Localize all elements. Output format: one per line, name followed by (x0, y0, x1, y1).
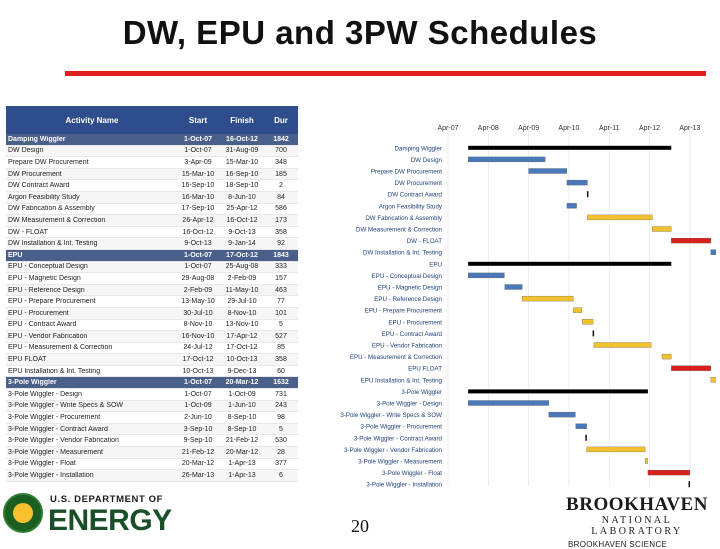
table-row (6, 377, 298, 389)
bnl-logo (556, 494, 718, 549)
cell-start: 13-May-10 (181, 298, 215, 306)
gantt-svg (300, 106, 716, 490)
table-row (6, 308, 298, 320)
cell-finish: 17-Oct-12 (226, 251, 258, 259)
cell-activity-name: DW - FLOAT (8, 228, 48, 236)
cell-finish: 9-Dec-13 (227, 367, 257, 375)
gantt-task-label: 3-Pole Wiggler - Vendor Fabrication (343, 446, 442, 454)
doe-line2: ENERGY (48, 504, 172, 537)
cell-activity-name: Damping Wiggler (8, 135, 66, 143)
cell-start: 3-Apr-09 (184, 158, 212, 166)
cell-start: 3-Sep-10 (183, 425, 213, 433)
cell-start: 1-Oct-07 (183, 379, 212, 387)
gantt-task-label: 3-Pole Wiggler - Float (382, 470, 442, 478)
cell-finish: 21-Feb-12 (225, 437, 259, 445)
cell-duration: 60 (277, 367, 285, 375)
cell-start: 1-Oct-07 (183, 135, 212, 143)
cell-activity-name: EPU - Procurement (8, 309, 69, 317)
cell-start: 1-Oct-07 (184, 147, 212, 155)
gantt-task-label: 3-Pole Wiggler - Contract Award (353, 435, 442, 443)
cell-duration: 5 (279, 321, 283, 329)
cell-finish: 8-Sep-10 (227, 425, 257, 433)
gantt-task-label: Argon Feasibility Study (378, 203, 442, 211)
cell-finish: 13-Nov-10 (225, 321, 259, 329)
cell-finish: 11-May-10 (225, 286, 259, 294)
axis-tick-label: Apr-10 (558, 125, 580, 132)
cell-duration: 463 (275, 286, 287, 294)
cell-duration: 85 (277, 344, 285, 352)
cell-finish: 15-Mar-10 (225, 158, 259, 166)
table-row (6, 447, 298, 459)
gantt-task-label: DW Contract Award (387, 191, 442, 199)
cell-duration: 333 (275, 263, 287, 271)
title-underline (65, 71, 706, 76)
bnl-subtitle: NATIONAL LABORATORY (591, 515, 683, 537)
gantt-bar (648, 470, 690, 475)
cell-finish: 20-Mar-12 (225, 448, 259, 456)
gantt-milestone (593, 330, 595, 336)
gantt-task-label: DW Measurement & Correction (356, 226, 442, 234)
table-row (6, 204, 298, 216)
gantt-bar (567, 180, 588, 185)
cell-start: 17-Oct-12 (182, 356, 214, 364)
table-row (6, 238, 298, 250)
gantt-bar (711, 250, 716, 255)
table-body (6, 134, 298, 482)
gantt-bar (468, 273, 504, 278)
cell-start: 1-Oct-07 (183, 251, 212, 259)
cell-duration: 358 (275, 228, 287, 236)
cell-finish: 18-Sep-10 (225, 182, 259, 190)
cell-start: 15-Mar-10 (181, 170, 215, 178)
cell-duration: 84 (277, 193, 285, 201)
cell-finish: 25-Aug-08 (225, 263, 259, 271)
table-row (6, 366, 298, 378)
cell-activity-name: 3-Pole Wiggler - Write Specs & SOW (8, 402, 124, 410)
cell-finish: 8-Sep-10 (227, 414, 257, 422)
table-row (6, 250, 298, 262)
cell-activity-name: DW Contract Award (8, 182, 70, 190)
cell-activity-name: EPU - Magnetic Design (8, 274, 81, 282)
cell-duration: 6 (279, 472, 283, 480)
cell-duration: 28 (277, 448, 285, 456)
gantt-summary-bar (468, 389, 648, 393)
gantt-bar (573, 308, 581, 313)
cell-duration: 527 (275, 332, 287, 340)
cell-finish: 8-Nov-10 (227, 309, 257, 317)
cell-activity-name: Prepare DW Procurement (8, 158, 89, 166)
table-row (6, 470, 298, 482)
gantt-task-label: DW Fabrication & Assembly (365, 214, 442, 222)
cell-start: 26-Mar-13 (181, 472, 215, 480)
gantt-task-label: DW Design (410, 156, 442, 164)
table-row (6, 169, 298, 181)
cell-start: 10-Oct-13 (182, 367, 214, 375)
gantt-milestone (587, 191, 589, 197)
gantt-bar (587, 447, 645, 452)
axis-tick-label: Apr-12 (639, 125, 661, 132)
cell-duration: 185 (275, 170, 287, 178)
gantt-task-label: 3-Pole Wiggler - Measurement (358, 458, 442, 466)
cell-finish: 9-Jan-14 (228, 240, 256, 248)
cell-activity-name: 3-Pole Wiggler - Design (8, 390, 82, 398)
gantt-bar (468, 157, 545, 162)
cell-finish: 8-Jun-10 (228, 193, 256, 201)
cell-duration: 1843 (273, 251, 289, 259)
gantt-bar (529, 169, 567, 174)
cell-finish: 1-Apr-13 (228, 460, 256, 468)
table-row (6, 134, 298, 146)
gantt-summary-bar (468, 146, 671, 150)
cell-duration: 243 (275, 402, 287, 410)
gantt-task-label: Damping Wiggler (394, 145, 442, 153)
table-header (6, 106, 298, 134)
table-row (6, 343, 298, 355)
cell-duration: 5 (279, 425, 283, 433)
header-finish: Finish (230, 115, 254, 125)
table-row (6, 412, 298, 424)
cell-finish: 17-Oct-12 (226, 344, 258, 352)
gantt-bar (567, 203, 577, 208)
cell-activity-name: DW Installation & Int. Testing (8, 240, 98, 248)
gantt-bar (645, 459, 648, 464)
table-row (6, 354, 298, 366)
cell-start: 1-Oct-07 (184, 390, 212, 398)
cell-duration: 157 (275, 274, 287, 282)
axis-tick-label: Apr-11 (598, 125, 620, 132)
gantt-task-label: Prepare DW Procurement (370, 168, 442, 176)
gantt-bar (549, 412, 576, 417)
cell-start: 2-Jun-10 (184, 414, 212, 422)
cell-finish: 16-Oct-12 (226, 216, 258, 224)
cell-start: 2-Feb-09 (183, 286, 213, 294)
gantt-task-label: 3-Pole Wiggler - Installation (366, 481, 442, 489)
cell-start: 16-Mar-10 (181, 193, 215, 201)
cell-activity-name: EPU - Measurement & Correction (8, 344, 113, 352)
gantt-bar (662, 354, 671, 359)
cell-activity-name: EPU - Vendor Fabrication (8, 332, 88, 340)
gantt-milestone (585, 435, 587, 441)
gantt-task-label: 3-Pole Wiggler - Procurement (360, 423, 442, 431)
table-row (6, 262, 298, 274)
page-number: 20 (351, 516, 369, 536)
cell-activity-name: 3-Pole Wiggler - Measurement (8, 448, 103, 456)
axis-tick-label: Apr-07 (437, 125, 459, 132)
table-row (6, 215, 298, 227)
cell-duration: 700 (275, 147, 287, 155)
cell-duration: 98 (277, 414, 285, 422)
header-duration: Dur (274, 115, 288, 125)
cell-start: 20-Mar-12 (181, 460, 215, 468)
table-row (6, 157, 298, 169)
cell-start: 16-Sep-10 (181, 182, 215, 190)
table-row (6, 180, 298, 192)
cell-duration: 2 (279, 182, 283, 190)
cell-finish: 20-Mar-12 (225, 379, 259, 387)
gantt-bar (671, 238, 710, 243)
cell-activity-name: EPU FLOAT (8, 356, 47, 364)
gantt-bar (582, 319, 593, 324)
cell-start: 24-Jul-12 (183, 344, 213, 352)
cell-activity-name: EPU - Conceptual Design (8, 263, 88, 271)
cell-duration: 530 (275, 437, 287, 445)
cell-activity-name: 3-Pole Wiggler (8, 379, 57, 387)
gantt-bar (587, 215, 652, 220)
gantt-summary-bar (468, 262, 671, 266)
cell-duration: 1632 (273, 379, 289, 387)
gantt-task-label: EPU - Measurement & Correction (349, 354, 442, 362)
header-start: Start (188, 115, 208, 125)
axis-tick-label: Apr-09 (518, 125, 540, 132)
table-row (6, 320, 298, 332)
cell-duration: 1842 (273, 135, 289, 143)
cell-activity-name: DW Design (8, 147, 44, 155)
table-row (6, 146, 298, 158)
bnl-tagline: BROOKHAVEN SCIENCE (568, 540, 668, 549)
gantt-bar (522, 296, 573, 301)
table-row (6, 401, 298, 413)
cell-duration: 731 (275, 390, 287, 398)
gantt-task-label: EPU - Reference Design (374, 296, 442, 304)
cell-activity-name: DW Fabrication & Assembly (8, 205, 95, 213)
cell-start: 8-Nov-10 (183, 321, 213, 329)
gantt-chart (300, 106, 716, 490)
cell-activity-name: 3-Pole Wiggler - Contract Award (8, 425, 108, 433)
gantt-task-label: DW Procurement (394, 180, 442, 188)
cell-duration: 173 (275, 216, 287, 224)
cell-activity-name: 3-Pole Wiggler - Float (8, 460, 76, 468)
table-row (6, 424, 298, 436)
bnl-name: BROOKHAVEN (566, 494, 708, 515)
gantt-task-label: EPU - Procurement (388, 319, 442, 327)
table-row (6, 285, 298, 297)
cell-activity-name: DW Procurement (8, 170, 62, 178)
cell-activity-name: EPU - Reference Design (8, 286, 85, 294)
cell-finish: 1-Jun-10 (228, 402, 256, 410)
gantt-task-label: EPU Installation & Int. Testing (360, 377, 442, 385)
doe-logo (0, 490, 180, 540)
cell-start: 17-Sep-10 (181, 205, 215, 213)
cell-start: 9-Oct-13 (184, 240, 212, 248)
cell-finish: 9-Oct-13 (228, 228, 256, 236)
cell-finish: 1-Apr-13 (228, 472, 256, 480)
cell-activity-name: EPU (8, 251, 23, 259)
doe-seal-icon (3, 493, 43, 533)
gantt-bar (671, 366, 710, 371)
doe-line1: U.S. DEPARTMENT OF (50, 494, 164, 505)
axis-tick-label: Apr-08 (477, 125, 499, 132)
cell-start: 1-Oct-07 (184, 263, 212, 271)
cell-finish: 2-Feb-09 (227, 274, 257, 282)
gantt-task-label: EPU - Contract Award (381, 330, 442, 338)
cell-duration: 101 (275, 309, 287, 317)
cell-duration: 586 (275, 205, 287, 213)
cell-activity-name: EPU Installation & Int. Testing (8, 367, 101, 375)
cell-duration: 77 (277, 298, 285, 306)
table-row (6, 389, 298, 401)
gantt-bar (711, 377, 716, 382)
table-row (6, 227, 298, 239)
cell-start: 9-Sep-10 (183, 437, 213, 445)
gantt-task-label: 3-Pole Wiggler (401, 388, 442, 396)
gantt-task-label: EPU - Vendor Fabrication (371, 342, 442, 350)
header-activity-name: Activity Name (65, 115, 119, 125)
cell-duration: 92 (277, 240, 285, 248)
cell-duration: 377 (275, 460, 287, 468)
cell-start: 16-Oct-12 (182, 228, 214, 236)
cell-activity-name: EPU - Prepare Procurement (8, 298, 96, 306)
schedule-table (6, 106, 298, 482)
cell-activity-name: DW Measurement & Correction (8, 216, 106, 224)
cell-finish: 16-Sep-10 (225, 170, 259, 178)
cell-activity-name: 3-Pole Wiggler - Installation (8, 472, 94, 480)
table-row (6, 459, 298, 471)
cell-finish: 1-Oct-09 (228, 390, 256, 398)
gantt-bar (594, 343, 651, 348)
gantt-task-label: EPU (429, 261, 442, 269)
axis-tick-label: Apr-13 (679, 125, 701, 132)
cell-activity-name: Argon Feasibility Study (8, 193, 80, 201)
table-row (6, 296, 298, 308)
cell-finish: 29-Jul-10 (227, 298, 257, 306)
cell-activity-name: EPU - Contract Award (8, 321, 77, 329)
cell-start: 21-Feb-12 (181, 448, 215, 456)
gantt-bar (576, 424, 587, 429)
table-row (6, 435, 298, 447)
cell-start: 29-Aug-08 (181, 274, 215, 282)
cell-finish: 16-Oct-12 (226, 135, 258, 143)
gantt-task-label: DW - FLOAT (406, 238, 442, 246)
gantt-task-label: EPU - Magnetic Design (377, 284, 442, 292)
cell-activity-name: 3-Pole Wiggler - Vendor Fabrication (8, 437, 119, 445)
gantt-task-label: EPU FLOAT (408, 365, 442, 373)
cell-activity-name: 3-Pole Wiggler - Procurement (8, 414, 101, 422)
slide-title: DW, EPU and 3PW Schedules (122, 14, 598, 51)
gantt-task-label: EPU - Prepare Procurement (364, 307, 442, 315)
cell-start: 1-Oct-09 (184, 402, 212, 410)
gantt-milestone (689, 481, 691, 487)
cell-start: 30-Jul-10 (183, 309, 213, 317)
cell-start: 16-Nov-10 (181, 332, 215, 340)
gantt-task-label: 3-Pole Wiggler - Design (376, 400, 442, 408)
cell-finish: 31-Aug-09 (225, 147, 259, 155)
cell-duration: 348 (275, 158, 287, 166)
table-row (6, 192, 298, 204)
table-row (6, 331, 298, 343)
cell-duration: 358 (275, 356, 287, 364)
gantt-task-label: DW Installation & Int. Testing (363, 249, 442, 257)
gantt-bar (468, 401, 549, 406)
table-row (6, 273, 298, 285)
cell-start: 26-Apr-12 (182, 216, 214, 224)
cell-finish: 17-Apr-12 (226, 332, 258, 340)
gantt-bar (505, 285, 522, 290)
gantt-task-label: 3-Pole Wiggler - Write Specs & SOW (340, 412, 442, 420)
cell-finish: 10-Oct-13 (226, 356, 258, 364)
gantt-task-label: EPU - Conceptual Design (371, 272, 442, 280)
cell-finish: 25-Apr-12 (226, 205, 258, 213)
gantt-bar (652, 227, 671, 232)
